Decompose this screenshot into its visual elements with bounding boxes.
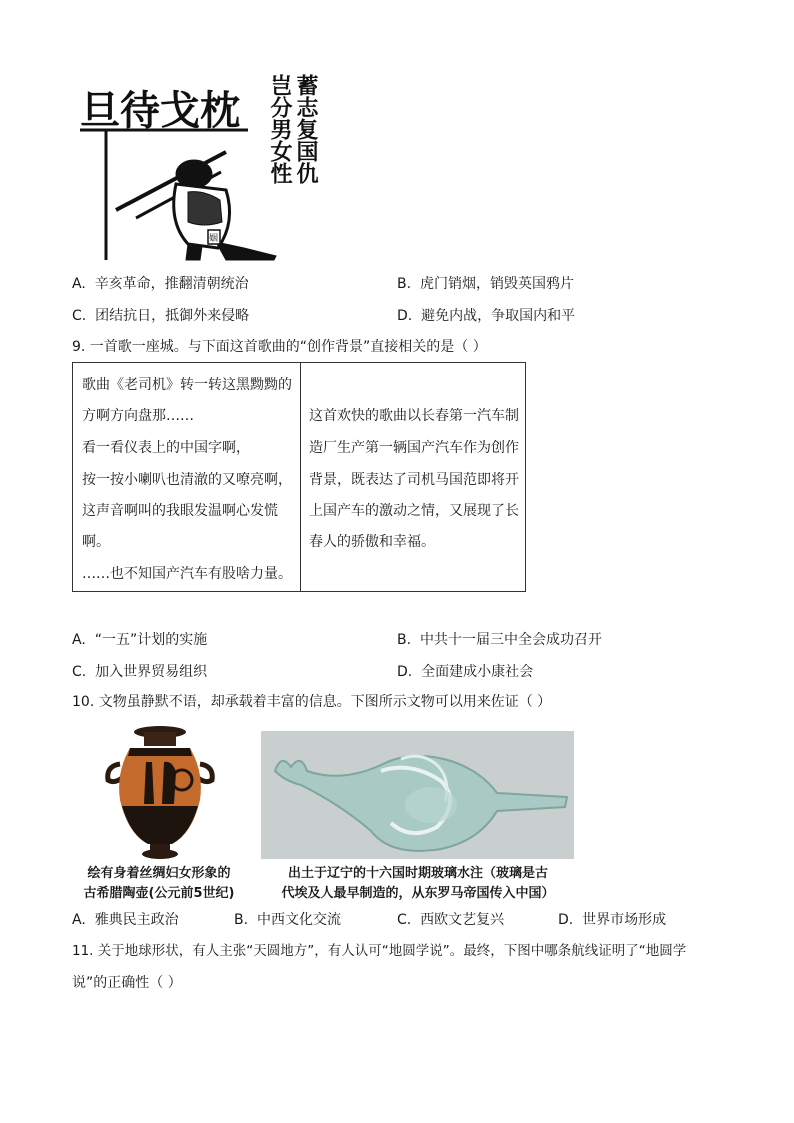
- q9-option-b[interactable]: B. 中共十一届三中全会成功召开: [397, 632, 602, 648]
- q10-stem: 10. 文物虽静默不语，却承载着丰富的信息。下图所示文物可以用来佐证（ ）: [72, 694, 552, 710]
- lyric-line: 歌曲《老司机》转一转这黑黝黝的: [82, 377, 292, 393]
- q11-stem-line-2: 说”的正确性（ ）: [72, 975, 182, 991]
- q8-option-d[interactable]: D. 避免内战，争取国内和平: [397, 308, 576, 324]
- q9-option-d[interactable]: D. 全面建成小康社会: [397, 664, 534, 680]
- background-line: 造厂生产第一辆国产汽车作为创作: [309, 440, 519, 456]
- lyric-line: 看一看仪表上的中国字啊，: [82, 440, 250, 456]
- q8-option-c[interactable]: C. 团结抗日，抵御外来侵略: [72, 308, 250, 324]
- q9-stem: 9. 一首歌一座城。与下面这首歌曲的“创作背景”直接相关的是（ ）: [72, 339, 487, 355]
- soldier-figure: [116, 152, 276, 260]
- q10-option-a[interactable]: A. 雅典民主政治: [72, 912, 179, 928]
- lyric-line: ……也不知国产汽车有股啥力量。: [82, 566, 292, 582]
- q8-option-b[interactable]: B. 虎门销烟，销毁英国鸦片: [397, 276, 574, 292]
- q10-option-d[interactable]: D. 世界市场形成: [558, 912, 667, 928]
- q9-option-c[interactable]: C. 加入世界贸易组织: [72, 664, 208, 680]
- q10-option-b[interactable]: B. 中西文化交流: [234, 912, 341, 928]
- background-line: 上国产车的激动之情，又展现了长: [309, 503, 519, 519]
- q11-stem-line-1: 11. 关于地球形状，有人主张“天圆地方”，有人认可“地圆学说”。最终，下图中哪条航线证明了“地圆学: [72, 943, 687, 959]
- q9-table: [72, 362, 526, 592]
- poster-column-2: 蓄志复国仇: [293, 74, 319, 184]
- poster-badge: 姻: [209, 234, 219, 244]
- q8-option-a[interactable]: A. 辛亥革命，推翻清朝统治: [72, 276, 249, 292]
- poster-column-1: 岂分男女性: [267, 74, 293, 184]
- poster-title: 旦待戈枕: [80, 87, 240, 134]
- lyric-line: 按一按小喇叭也清澈的又嘹亮啊，: [82, 472, 292, 488]
- background-line: 这首欢快的歌曲以长春第一汽车制: [309, 408, 519, 424]
- background-line: 春人的骄傲和幸福。: [309, 534, 435, 550]
- vase-caption: 绘有身着丝绸妇女形象的 古希腊陶壶(公元前5世纪): [83, 866, 235, 901]
- q10-option-c[interactable]: C. 西欧文艺复兴: [397, 912, 505, 928]
- lyric-line: 方啊方向盘那……: [82, 408, 194, 424]
- glass-caption: 出土于辽宁的十六国时期玻璃水注（玻璃是古 代埃及人最早制造的，从东罗马帝国传入中国）: [281, 866, 555, 901]
- greek-vase-image: [100, 722, 220, 860]
- q9-option-a[interactable]: A. “一五”计划的实施: [72, 632, 208, 648]
- background-line: 背景，既表达了司机马国范即将开: [309, 472, 519, 488]
- glass-vessel-image: [261, 731, 574, 859]
- propaganda-poster-image: [76, 72, 326, 262]
- table-divider: [300, 363, 301, 591]
- lyric-line: 这声音啊叫的我眼发温啊心发慌: [82, 503, 278, 519]
- lyric-line: 啊。: [82, 534, 110, 550]
